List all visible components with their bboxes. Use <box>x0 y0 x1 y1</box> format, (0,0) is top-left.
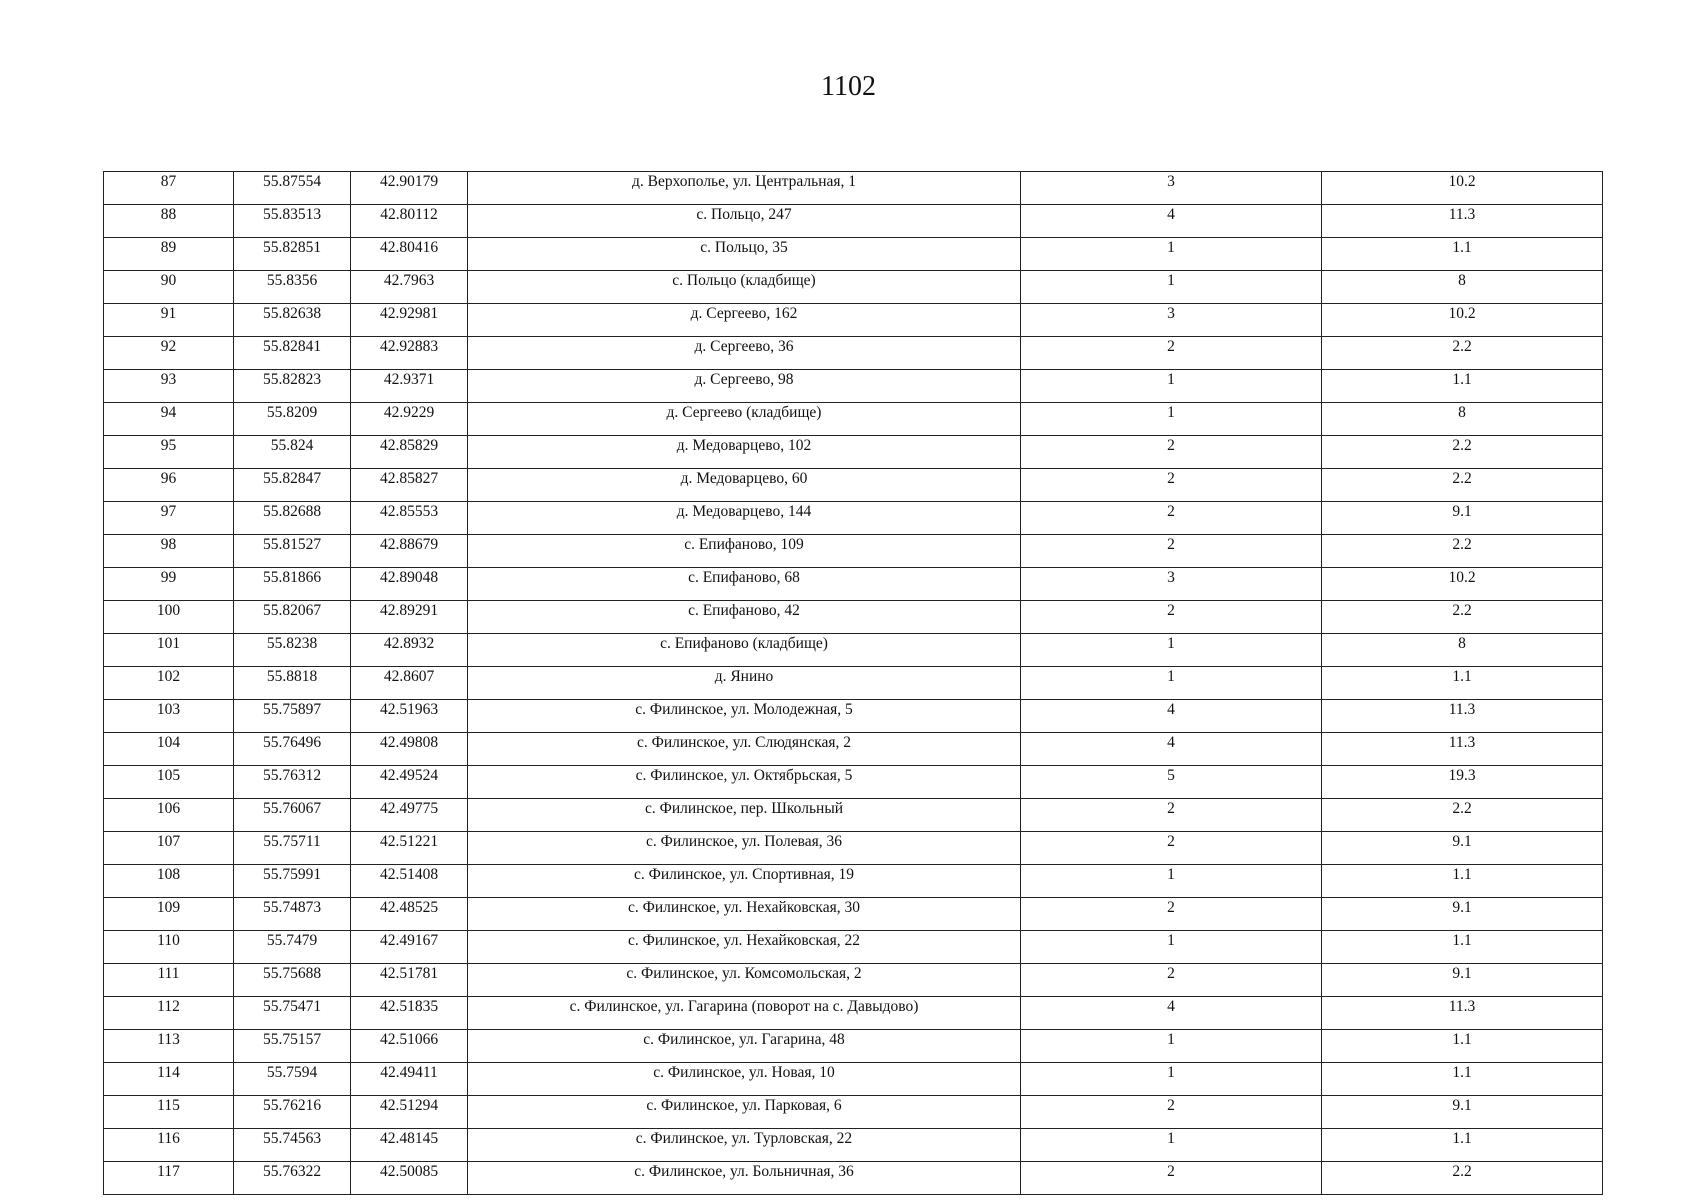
count-cell: 1 <box>1021 1063 1322 1096</box>
value-cell: 9.1 <box>1322 898 1603 931</box>
address-cell: с. Филинское, ул. Полевая, 36 <box>468 832 1021 865</box>
count-cell: 4 <box>1021 733 1322 766</box>
longitude-cell: 42.51294 <box>351 1096 468 1129</box>
longitude-cell: 42.51781 <box>351 964 468 997</box>
row-number-cell: 104 <box>104 733 234 766</box>
row-number-cell: 106 <box>104 799 234 832</box>
latitude-cell: 55.82638 <box>234 304 351 337</box>
latitude-cell: 55.8356 <box>234 271 351 304</box>
count-cell: 3 <box>1021 568 1322 601</box>
table-body <box>104 172 1603 1195</box>
address-cell: с. Филинское, ул. Гагарина (поворот на с. Давыдово) <box>468 997 1021 1030</box>
row-number-cell: 101 <box>104 634 234 667</box>
longitude-cell: 42.49524 <box>351 766 468 799</box>
longitude-cell: 42.85827 <box>351 469 468 502</box>
latitude-cell: 55.8209 <box>234 403 351 436</box>
row-number-cell: 90 <box>104 271 234 304</box>
latitude-cell: 55.82847 <box>234 469 351 502</box>
table-row <box>104 832 1603 865</box>
table-row <box>104 865 1603 898</box>
longitude-cell: 42.92981 <box>351 304 468 337</box>
value-cell: 1.1 <box>1322 1063 1603 1096</box>
row-number-cell: 87 <box>104 172 234 205</box>
table-row <box>104 634 1603 667</box>
row-number-cell: 105 <box>104 766 234 799</box>
table-row <box>104 1063 1603 1096</box>
longitude-cell: 42.89048 <box>351 568 468 601</box>
count-cell: 1 <box>1021 1129 1322 1162</box>
address-cell: д. Сергеево (кладбище) <box>468 403 1021 436</box>
value-cell: 2.2 <box>1322 601 1603 634</box>
table-row <box>104 700 1603 733</box>
count-cell: 1 <box>1021 271 1322 304</box>
table-row <box>104 436 1603 469</box>
latitude-cell: 55.7594 <box>234 1063 351 1096</box>
count-cell: 3 <box>1021 172 1322 205</box>
row-number-cell: 94 <box>104 403 234 436</box>
longitude-cell: 42.89291 <box>351 601 468 634</box>
value-cell: 2.2 <box>1322 337 1603 370</box>
address-cell: д. Сергеево, 162 <box>468 304 1021 337</box>
row-number-cell: 102 <box>104 667 234 700</box>
row-number-cell: 111 <box>104 964 234 997</box>
row-number-cell: 93 <box>104 370 234 403</box>
latitude-cell: 55.82841 <box>234 337 351 370</box>
row-number-cell: 107 <box>104 832 234 865</box>
latitude-cell: 55.81866 <box>234 568 351 601</box>
latitude-cell: 55.82688 <box>234 502 351 535</box>
value-cell: 1.1 <box>1322 865 1603 898</box>
count-cell: 2 <box>1021 502 1322 535</box>
count-cell: 2 <box>1021 898 1322 931</box>
address-cell: с. Филинское, ул. Октябрьская, 5 <box>468 766 1021 799</box>
count-cell: 2 <box>1021 337 1322 370</box>
count-cell: 1 <box>1021 865 1322 898</box>
longitude-cell: 42.48145 <box>351 1129 468 1162</box>
row-number-cell: 95 <box>104 436 234 469</box>
row-number-cell: 108 <box>104 865 234 898</box>
table-row <box>104 964 1603 997</box>
address-cell: с. Польцо, 35 <box>468 238 1021 271</box>
row-number-cell: 91 <box>104 304 234 337</box>
longitude-cell: 42.49167 <box>351 931 468 964</box>
table-row <box>104 1129 1603 1162</box>
latitude-cell: 55.82823 <box>234 370 351 403</box>
address-cell: д. Сергеево, 36 <box>468 337 1021 370</box>
row-number-cell: 97 <box>104 502 234 535</box>
row-number-cell: 92 <box>104 337 234 370</box>
latitude-cell: 55.75711 <box>234 832 351 865</box>
address-cell: с. Филинское, ул. Турловская, 22 <box>468 1129 1021 1162</box>
count-cell: 4 <box>1021 997 1322 1030</box>
latitude-cell: 55.76216 <box>234 1096 351 1129</box>
longitude-cell: 42.51408 <box>351 865 468 898</box>
address-cell: с. Польцо (кладбище) <box>468 271 1021 304</box>
count-cell: 1 <box>1021 403 1322 436</box>
table-row <box>104 1162 1603 1195</box>
longitude-cell: 42.49808 <box>351 733 468 766</box>
longitude-cell: 42.8932 <box>351 634 468 667</box>
value-cell: 11.3 <box>1322 997 1603 1030</box>
row-number-cell: 112 <box>104 997 234 1030</box>
longitude-cell: 42.85829 <box>351 436 468 469</box>
latitude-cell: 55.82067 <box>234 601 351 634</box>
row-number-cell: 99 <box>104 568 234 601</box>
data-table <box>103 171 1603 1195</box>
count-cell: 2 <box>1021 535 1322 568</box>
table-row <box>104 601 1603 634</box>
address-cell: с. Епифаново (кладбище) <box>468 634 1021 667</box>
address-cell: с. Филинское, ул. Спортивная, 19 <box>468 865 1021 898</box>
count-cell: 2 <box>1021 799 1322 832</box>
address-cell: с. Филинское, ул. Слюдянская, 2 <box>468 733 1021 766</box>
table-row <box>104 304 1603 337</box>
latitude-cell: 55.75897 <box>234 700 351 733</box>
row-number-cell: 113 <box>104 1030 234 1063</box>
value-cell: 10.2 <box>1322 568 1603 601</box>
count-cell: 2 <box>1021 832 1322 865</box>
count-cell: 1 <box>1021 238 1322 271</box>
row-number-cell: 88 <box>104 205 234 238</box>
value-cell: 2.2 <box>1322 436 1603 469</box>
table-row <box>104 469 1603 502</box>
row-number-cell: 98 <box>104 535 234 568</box>
address-cell: д. Сергеево, 98 <box>468 370 1021 403</box>
value-cell: 1.1 <box>1322 238 1603 271</box>
latitude-cell: 55.75471 <box>234 997 351 1030</box>
address-cell: с. Епифаново, 68 <box>468 568 1021 601</box>
count-cell: 2 <box>1021 1162 1322 1195</box>
value-cell: 1.1 <box>1322 1129 1603 1162</box>
address-cell: с. Филинское, пер. Школьный <box>468 799 1021 832</box>
longitude-cell: 42.48525 <box>351 898 468 931</box>
address-cell: д. Медоварцево, 102 <box>468 436 1021 469</box>
value-cell: 9.1 <box>1322 502 1603 535</box>
table-row <box>104 172 1603 205</box>
address-cell: с. Филинское, ул. Новая, 10 <box>468 1063 1021 1096</box>
value-cell: 2.2 <box>1322 799 1603 832</box>
value-cell: 1.1 <box>1322 1030 1603 1063</box>
row-number-cell: 109 <box>104 898 234 931</box>
table-row <box>104 799 1603 832</box>
longitude-cell: 42.51835 <box>351 997 468 1030</box>
value-cell: 11.3 <box>1322 205 1603 238</box>
latitude-cell: 55.75157 <box>234 1030 351 1063</box>
value-cell: 10.2 <box>1322 304 1603 337</box>
address-cell: с. Филинское, ул. Парковая, 6 <box>468 1096 1021 1129</box>
latitude-cell: 55.76067 <box>234 799 351 832</box>
longitude-cell: 42.92883 <box>351 337 468 370</box>
table-row <box>104 898 1603 931</box>
table-row <box>104 403 1603 436</box>
address-cell: с. Филинское, ул. Гагарина, 48 <box>468 1030 1021 1063</box>
address-cell: д. Медоварцево, 60 <box>468 469 1021 502</box>
count-cell: 2 <box>1021 436 1322 469</box>
address-cell: д. Янино <box>468 667 1021 700</box>
latitude-cell: 55.81527 <box>234 535 351 568</box>
longitude-cell: 42.50085 <box>351 1162 468 1195</box>
latitude-cell: 55.75991 <box>234 865 351 898</box>
value-cell: 8 <box>1322 634 1603 667</box>
latitude-cell: 55.8818 <box>234 667 351 700</box>
longitude-cell: 42.51221 <box>351 832 468 865</box>
longitude-cell: 42.9229 <box>351 403 468 436</box>
value-cell: 2.2 <box>1322 469 1603 502</box>
table-row <box>104 997 1603 1030</box>
row-number-cell: 89 <box>104 238 234 271</box>
row-number-cell: 115 <box>104 1096 234 1129</box>
longitude-cell: 42.8607 <box>351 667 468 700</box>
count-cell: 1 <box>1021 634 1322 667</box>
table-row <box>104 502 1603 535</box>
address-cell: с. Филинское, ул. Нехайковская, 30 <box>468 898 1021 931</box>
longitude-cell: 42.9371 <box>351 370 468 403</box>
address-cell: д. Медоварцево, 144 <box>468 502 1021 535</box>
latitude-cell: 55.87554 <box>234 172 351 205</box>
address-cell: с. Польцо, 247 <box>468 205 1021 238</box>
table-row <box>104 667 1603 700</box>
longitude-cell: 42.51963 <box>351 700 468 733</box>
row-number-cell: 96 <box>104 469 234 502</box>
table-row <box>104 568 1603 601</box>
address-cell: с. Епифаново, 42 <box>468 601 1021 634</box>
count-cell: 1 <box>1021 931 1322 964</box>
count-cell: 2 <box>1021 964 1322 997</box>
count-cell: 2 <box>1021 469 1322 502</box>
latitude-cell: 55.83513 <box>234 205 351 238</box>
longitude-cell: 42.51066 <box>351 1030 468 1063</box>
table-row <box>104 1096 1603 1129</box>
table-row <box>104 1030 1603 1063</box>
address-cell: д. Верхополье, ул. Центральная, 1 <box>468 172 1021 205</box>
value-cell: 1.1 <box>1322 931 1603 964</box>
longitude-cell: 42.88679 <box>351 535 468 568</box>
value-cell: 8 <box>1322 403 1603 436</box>
count-cell: 4 <box>1021 205 1322 238</box>
latitude-cell: 55.76322 <box>234 1162 351 1195</box>
value-cell: 11.3 <box>1322 733 1603 766</box>
latitude-cell: 55.824 <box>234 436 351 469</box>
count-cell: 4 <box>1021 700 1322 733</box>
row-number-cell: 103 <box>104 700 234 733</box>
value-cell: 2.2 <box>1322 1162 1603 1195</box>
address-cell: с. Епифаново, 109 <box>468 535 1021 568</box>
page-number: 1102 <box>821 71 876 102</box>
address-cell: с. Филинское, ул. Комсомольская, 2 <box>468 964 1021 997</box>
value-cell: 1.1 <box>1322 370 1603 403</box>
latitude-cell: 55.76496 <box>234 733 351 766</box>
table-row <box>104 733 1603 766</box>
value-cell: 19.3 <box>1322 766 1603 799</box>
count-cell: 1 <box>1021 370 1322 403</box>
count-cell: 1 <box>1021 667 1322 700</box>
table-row <box>104 370 1603 403</box>
value-cell: 9.1 <box>1322 1096 1603 1129</box>
value-cell: 9.1 <box>1322 964 1603 997</box>
count-cell: 2 <box>1021 601 1322 634</box>
row-number-cell: 100 <box>104 601 234 634</box>
count-cell: 5 <box>1021 766 1322 799</box>
value-cell: 8 <box>1322 271 1603 304</box>
table-row <box>104 205 1603 238</box>
longitude-cell: 42.7963 <box>351 271 468 304</box>
latitude-cell: 55.76312 <box>234 766 351 799</box>
value-cell: 2.2 <box>1322 535 1603 568</box>
longitude-cell: 42.49775 <box>351 799 468 832</box>
longitude-cell: 42.80416 <box>351 238 468 271</box>
latitude-cell: 55.74563 <box>234 1129 351 1162</box>
address-cell: с. Филинское, ул. Больничная, 36 <box>468 1162 1021 1195</box>
latitude-cell: 55.8238 <box>234 634 351 667</box>
longitude-cell: 42.49411 <box>351 1063 468 1096</box>
count-cell: 2 <box>1021 1096 1322 1129</box>
value-cell: 10.2 <box>1322 172 1603 205</box>
address-cell: с. Филинское, ул. Молодежная, 5 <box>468 700 1021 733</box>
longitude-cell: 42.90179 <box>351 172 468 205</box>
latitude-cell: 55.75688 <box>234 964 351 997</box>
value-cell: 1.1 <box>1322 667 1603 700</box>
longitude-cell: 42.85553 <box>351 502 468 535</box>
value-cell: 11.3 <box>1322 700 1603 733</box>
table-row <box>104 931 1603 964</box>
row-number-cell: 114 <box>104 1063 234 1096</box>
row-number-cell: 116 <box>104 1129 234 1162</box>
count-cell: 3 <box>1021 304 1322 337</box>
latitude-cell: 55.74873 <box>234 898 351 931</box>
latitude-cell: 55.7479 <box>234 931 351 964</box>
latitude-cell: 55.82851 <box>234 238 351 271</box>
value-cell: 9.1 <box>1322 832 1603 865</box>
table-row <box>104 766 1603 799</box>
table-row <box>104 238 1603 271</box>
count-cell: 1 <box>1021 1030 1322 1063</box>
row-number-cell: 117 <box>104 1162 234 1195</box>
table-row <box>104 271 1603 304</box>
row-number-cell: 110 <box>104 931 234 964</box>
address-cell: с. Филинское, ул. Нехайковская, 22 <box>468 931 1021 964</box>
table-row <box>104 535 1603 568</box>
longitude-cell: 42.80112 <box>351 205 468 238</box>
table-row <box>104 337 1603 370</box>
